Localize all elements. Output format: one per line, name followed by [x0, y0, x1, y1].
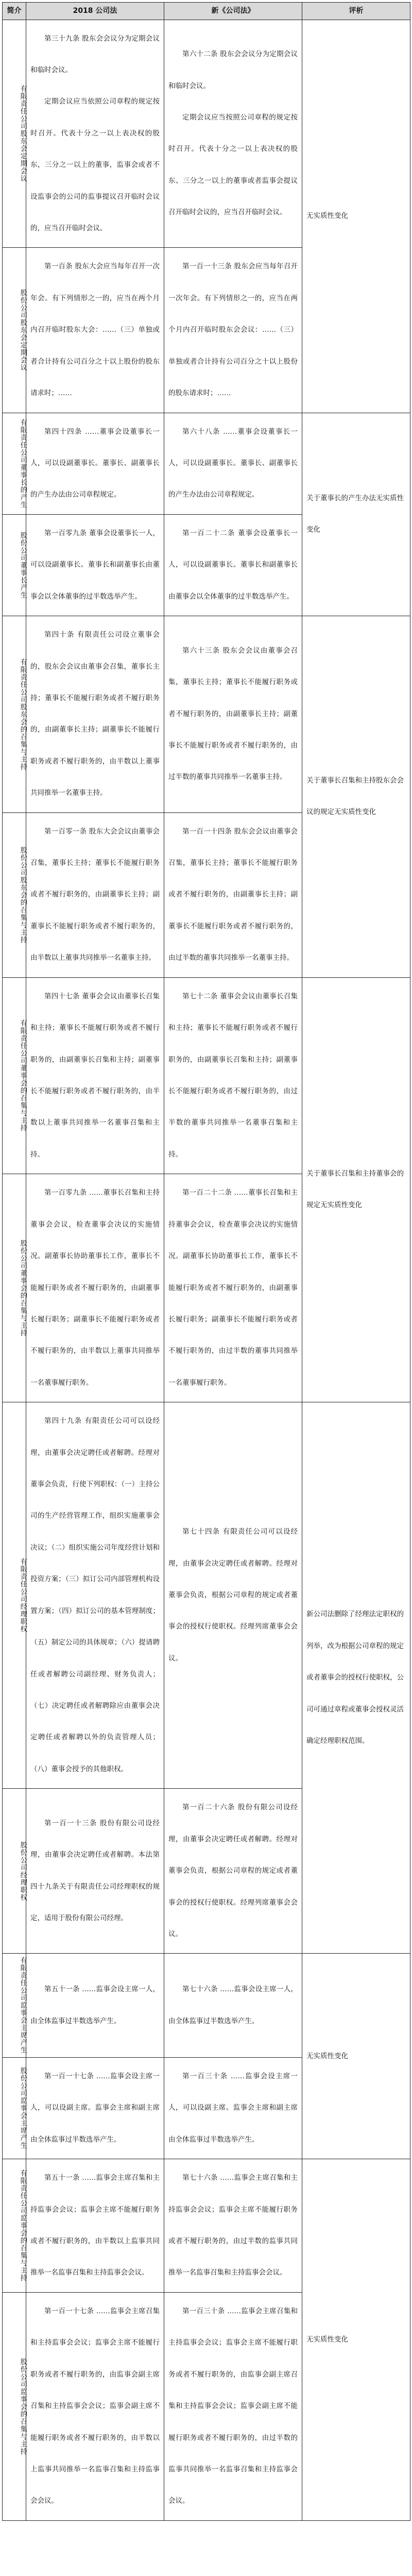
- new-law-cell: [164, 1954, 302, 2058]
- old-law-cell: [26, 616, 164, 813]
- row-category: [3, 1402, 26, 1789]
- old-law-text: 第四十条 有限责任公司设立董事会的，股东会会议由董事会召集，董事长主持；董事长不能履行职务或者不履行职务的，由副董事长主持；副董事长不能履行职务或者不履行职务的，由半数以上董事共同推举一名董事主持。: [30, 631, 160, 798]
- new-law-text: 第一百三十条 ……监事会主席召集和主持监事会会议；监事会主席不能履行职务或者不履行职务的，由监事会副主席召集和主持监事会会议；监事会副主席不能履行职务或者不履行职务的，由过半数的监事共同推举一名监事召集和主持监事会会议。: [168, 2307, 298, 2505]
- new-law-text: 第一百一十三条 股东会应当每年召开一次年会。有下列情形之一的，应当在两个月内召开临时股东会会议：……（三）单独或者合计持有公司百分之十以上股份的股东请求时；……: [168, 262, 298, 398]
- header-note: 评析: [302, 3, 410, 20]
- header-category: 简介: [3, 3, 26, 20]
- old-law-cell: [26, 20, 164, 248]
- new-law-cell: [164, 616, 302, 813]
- new-law-text: 第七十六条 ……监事会设主席一人，由全体监事过半数选举产生。: [168, 1985, 298, 2025]
- new-law-cell: [164, 248, 302, 413]
- old-law-cell: [26, 1174, 164, 1402]
- table-header-row: [3, 3, 410, 20]
- old-law-text: 第一百零一条 股东大会会议由董事会召集，董事长主持；董事长不能履行职务或者不履行职务的，由副董事长主持；副董事长不能履行职务或者不履行职务的，由半数以上董事共同推举一名董事主持。: [30, 827, 160, 962]
- row-category-label: 有限责任公司监事会主席产生: [19, 1957, 27, 2054]
- new-law-cell: [164, 413, 302, 514]
- old-law-cell: [26, 1954, 164, 2058]
- note-cell: 无实质性变化: [302, 1954, 410, 2159]
- old-law-text: 第四十七条 董事会会议由董事长召集和主持；董事长不能履行职务或者不履行职务的，由副董事长召集和主持；副董事长不能履行职务或者不履行职务的，由半数以上董事共同推举一名董事召集和主持。: [30, 992, 160, 1159]
- row-category-label: 有限责任公司董事会的召集与主持: [19, 1020, 27, 1132]
- old-law-cell: [26, 2057, 164, 2159]
- new-law-text: 定期会议应当按照公司章程的规定按时召开。代表十分之一以上表决权的股东、三分之一以上的董事或者监事会提议召开临时会议的，应当召开临时会议。: [168, 113, 298, 217]
- old-law-text: 定期会议应当依照公司章程的规定按时召开。代表十分之一以上表决权的股东，三分之一以上的董事，监事会或者不设监事会的公司的监事提议召开临时会议的，应当召开临时会议。: [30, 97, 160, 233]
- old-law-text: 第一百零九条 ……董事长召集和主持董事会会议，检查董事会决议的实施情况。副董事长协助董事长工作，董事长不能履行职务或者不履行职务的，由副董事长履行职务；副董事长不能履行职务或者不履行职务的，由半数以上董事共同推举一名董事履行职务。: [30, 1189, 160, 1387]
- new-law-text: 第六十二条 股东会会议分为定期会议和临时会议。: [168, 50, 298, 90]
- row-category: [3, 514, 26, 616]
- row-category-label: 有限责任公司股东会的召集与主持: [19, 658, 27, 771]
- new-law-text: 第一百二十二条 董事会设董事长一人，可以设副董事长。董事长和副董事长由董事会以全体董事的过半数选举产生。: [168, 529, 298, 601]
- row-category: [3, 2159, 26, 2293]
- old-law-text: 第五十一条 ……监事会主席召集和主持监事会会议；监事会主席不能履行职务或者不履行职务的，由半数以上监事共同推举一名监事召集和主持监事会会议。: [30, 2174, 160, 2277]
- new-law-cell: [164, 514, 302, 616]
- new-law-cell: [164, 977, 302, 1174]
- row-category: [3, 616, 26, 813]
- new-law-cell: [164, 1402, 302, 1789]
- new-law-text: 第一百二十六条 股份有限公司设经理，由董事会决定聘任或者解聘。经理对董事会负责，根据公司章程的规定或者董事会的授权行使职权。经理列席董事会会议。: [168, 1803, 298, 1938]
- table-row: [3, 977, 410, 1174]
- row-category-label: 有限责任公司董事长的产生: [19, 418, 27, 509]
- row-category-label: 有限责任公司监事会的召集与主持: [19, 2170, 27, 2282]
- old-law-text: 第五十一条 ……监事会设主席一人，由全体监事过半数选举产生。: [30, 1985, 160, 2025]
- old-law-cell: [26, 2159, 164, 2293]
- old-law-text: 第三十九条 股东会会议分为定期会议和临时会议。: [30, 34, 160, 74]
- comparison-document: [2, 2, 410, 2521]
- new-law-text: 第七十六条 ……监事会主席召集和主持监事会会议；监事会主席不能履行职务或者不履行职务的，由过半数的监事共同推举一名监事召集和主持监事会会议。: [168, 2174, 298, 2277]
- old-law-cell: [26, 413, 164, 514]
- table-row: [3, 1954, 410, 2058]
- old-law-cell: [26, 812, 164, 977]
- row-category-label: 股份公司监事会的召集与主持: [19, 2358, 27, 2455]
- row-category-label: 股份公司董事会的召集与主持: [19, 1239, 27, 1337]
- note-cell: 关于董事长召集和主持股东会会议的规定无实质性变化: [302, 616, 410, 978]
- table-row: [3, 20, 410, 248]
- row-category: [3, 248, 26, 413]
- old-law-cell: [26, 248, 164, 413]
- new-law-cell: [164, 2159, 302, 2293]
- row-category: [3, 1174, 26, 1402]
- new-law-cell: [164, 20, 302, 248]
- header-new-law: 新《公司法》: [164, 3, 302, 20]
- old-law-text: 第一百一十七条 ……监事会设主席一人，可以设副主席。监事会主席和副主席由全体监事过半数选举产生。: [30, 2072, 160, 2144]
- new-law-cell: [164, 1789, 302, 1954]
- table-row: [3, 413, 410, 514]
- row-category-label: 有限责任公司股东会定期会议: [19, 85, 27, 182]
- row-category: [3, 1789, 26, 1954]
- new-law-cell: [164, 1174, 302, 1402]
- row-category: [3, 1954, 26, 2058]
- note-cell: 关于董事长的产生办法无实质性变化: [302, 413, 410, 616]
- old-law-cell: [26, 2292, 164, 2520]
- old-law-cell: [26, 514, 164, 616]
- row-category-label: 股份公司监事会主席产生: [19, 2067, 27, 2149]
- row-category: [3, 2057, 26, 2159]
- new-law-text: 第六十三条 股东会会议由董事会召集，董事长主持；董事长不能履行职务或者不履行职务的，由副董事长主持；副董事长不能履行职务或者不履行职务的，由过半数的董事共同推举一名董事主持。: [168, 646, 298, 782]
- new-law-text: 第六十八条 ……董事会设董事长一人，可以设副董事长。董事长、副董事长的产生办法由公司章程规定。: [168, 427, 298, 499]
- table-row: [3, 2159, 410, 2293]
- row-category-label: 有限责任公司经理职权: [19, 1558, 27, 1633]
- comparison-rows: [3, 20, 410, 2520]
- law-comparison-table: [2, 2, 410, 2521]
- new-law-text: 第七十二条 董事会会议由董事长召集和主持；董事长不能履行职务或者不履行职务的，由副董事长召集和主持；副董事长不能履行职务或者不履行职务的，由过半数的董事共同推举一名董事召集和主持。: [168, 992, 298, 1159]
- row-category: [3, 812, 26, 977]
- table-row: [3, 1402, 410, 1789]
- new-law-text: 第七十四条 有限责任公司可以设经理，由董事会决定聘任或者解聘。经理对董事会负责，根据公司章程的规定或者董事会的授权行使职权。经理列席董事会会议。: [168, 1528, 298, 1663]
- old-law-text: 第一百一十七条 ……监事会主席召集和主持监事会会议；监事会主席不能履行职务或者不履行职务的，由监事会副主席召集和主持监事会会议；监事会副主席不能履行职务或者不履行职务的，由半数以上监事共同推举一名监事召集和主持监事会会议。: [30, 2307, 160, 2505]
- new-law-cell: [164, 812, 302, 977]
- old-law-text: 第一百零九条 董事会设董事长一人，可以设副董事长。董事长和副董事长由董事会以全体董事的过半数选举产生。: [30, 529, 160, 601]
- row-category-label: 股份公司董事长产生: [19, 531, 27, 599]
- note-cell: 无实质性变化: [302, 20, 410, 413]
- old-law-text: 第一百一十三条 股份有限公司设经理，由董事会决定聘任或者解聘。本法第四十九条关于有限责任公司经理职权的规定，适用于股份有限公司经理。: [30, 1819, 160, 1923]
- row-category: [3, 977, 26, 1174]
- row-category: [3, 2292, 26, 2520]
- old-law-cell: [26, 977, 164, 1174]
- new-law-text: 第一百三十条 ……监事会设主席一人，可以设副主席。监事会主席和副主席由全体监事过半数选举产生。: [168, 2072, 298, 2144]
- note-cell: 新公司法删除了经理法定职权的列举，改为根据公司章程的规定或者董事会的授权行使职权，公司可通过章程或董事会授权灵活确定经理职权范围。: [302, 1402, 410, 1954]
- new-law-text: 第一百一十四条 股东会会议由董事会召集，董事长主持；董事长不能履行职务或者不履行职务的，由副董事长主持；副董事长不能履行职务或者不履行职务的，由过半数的董事共同推举一名董事主持。: [168, 827, 298, 962]
- row-category: [3, 20, 26, 248]
- table-row: [3, 616, 410, 813]
- old-law-text: 第四十四条 ……董事会设董事长一人，可以设副董事长。董事长、副董事长的产生办法由公司章程规定。: [30, 427, 160, 499]
- new-law-cell: [164, 2057, 302, 2159]
- row-category-label: 股份公司股东会定期会议: [19, 289, 27, 371]
- header-old-law: 2018 公司法: [26, 3, 164, 20]
- old-law-cell: [26, 1402, 164, 1789]
- row-category: [3, 413, 26, 514]
- row-category-label: 股份公司股东会的召集与主持: [19, 846, 27, 944]
- note-cell: 无实质性变化: [302, 2159, 410, 2521]
- row-category-label: 股份公司经理职权: [19, 1841, 27, 1901]
- old-law-cell: [26, 1789, 164, 1954]
- old-law-text: 第一百条 股东大会应当每年召开一次年会。有下列情形之一的，应当在两个月内召开临时股东大会：……（三）单独或者合计持有公司百分之十以上股份的股东请求时；……: [30, 262, 160, 398]
- note-cell: 关于董事长召集和主持董事会的规定无实质性变化: [302, 977, 410, 1402]
- new-law-text: 第一百二十二条 ……董事长召集和主持董事会会议，检查董事会决议的实施情况。副董事长协助董事长工作，董事长不能履行职务或者不履行职务的，由副董事长履行职务；副董事长不能履行职务或者不履行职务的，由过半数的董事共同推举一名董事履行职务。: [168, 1189, 298, 1387]
- new-law-cell: [164, 2292, 302, 2520]
- old-law-text: 第四十九条 有限责任公司可以设经理，由董事会决定聘任或者解聘。经理对董事会负责，行使下列职权：（一）主持公司的生产经营管理工作，组织实施董事会决议；（二）组织实施公司年度经营计划和投资方案；（三）拟订公司内部管理机构设置方案；（四）拟订公司的基本管理制度；（五）制定公司的具体规章；（六）提请聘任或者解聘公司副经理、财务负责人；（七）决定聘任或者解聘除应由董事会决定聘任或者解聘以外的负责管理人员；（八）董事会授予的其他职权。: [30, 1417, 160, 1773]
